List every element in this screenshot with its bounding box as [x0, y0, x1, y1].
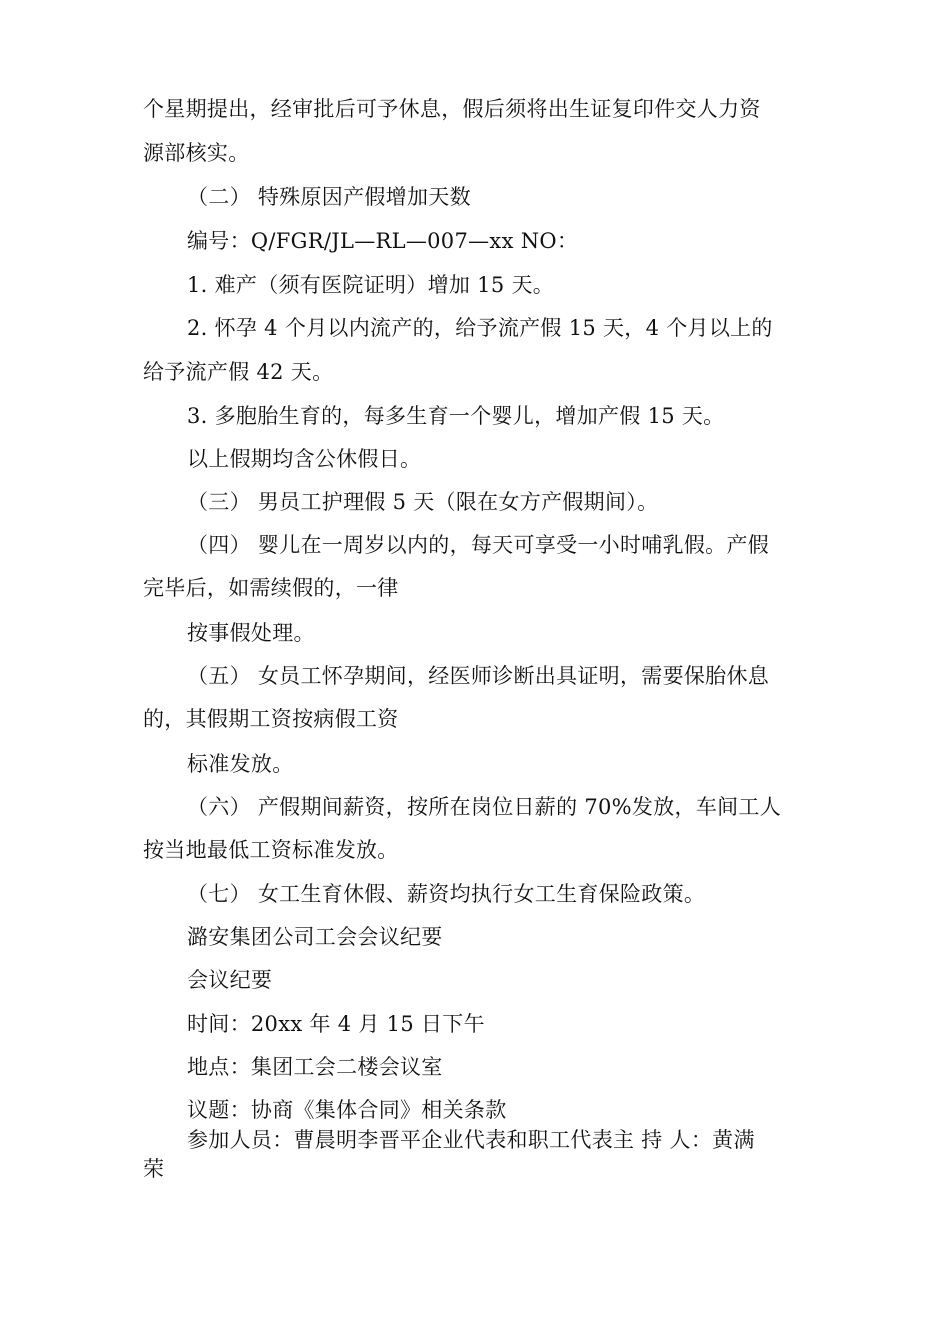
text-line: 个星期提出，经审批后可予休息，假后须将出生证复印件交人力资: [143, 97, 761, 121]
document-title: 潞安集团公司工会会议纪要: [187, 925, 443, 949]
section-paragraph: （七） 女工生育休假、薪资均执行女工生育保险政策。: [187, 882, 706, 906]
text-line: 给予流产假 42 天。: [143, 360, 334, 384]
document-code: 编号：Q/FGR/JL—RL—007—xx NO：: [187, 229, 579, 253]
text-line: 标准发放。: [187, 752, 294, 776]
meeting-location: 地点：集团工会二楼会议室: [187, 1055, 443, 1079]
section-paragraph: （三） 男员工护理假 5 天（限在女方产假期间）。: [187, 490, 659, 514]
text-line: 荣: [143, 1157, 165, 1181]
section-paragraph: （五） 女员工怀孕期间，经医师诊断出具证明，需要保胎休息: [187, 664, 770, 688]
meeting-participants: 参加人员：曹晨明李晋平企业代表和职工代表主 持 人：黄满: [187, 1128, 755, 1152]
list-item: 2. 怀孕 4 个月以内流产的，给予流产假 15 天，4 个月以上的: [187, 316, 773, 340]
document-subtitle: 会议纪要: [187, 968, 273, 992]
section-paragraph: （四） 婴儿在一周岁以内的，每天可享受一小时哺乳假。产假: [187, 533, 770, 557]
text-line: 源部核实。: [143, 141, 250, 165]
text-line: 的，其假期工资按病假工资: [143, 707, 399, 731]
text-line: 完毕后，如需续假的，一律: [143, 576, 399, 600]
meeting-topic: 议题：协商《集体合同》相关条款: [187, 1098, 507, 1122]
text-line: 按当地最低工资标准发放。: [143, 838, 399, 862]
text-line: 以上假期均含公休假日。: [187, 447, 422, 471]
meeting-time: 时间：20xx 年 4 月 15 日下午: [187, 1012, 485, 1036]
list-item: 3. 多胞胎生育的，每多生育一个婴儿，增加产假 15 天。: [187, 404, 725, 428]
section-heading: （二） 特殊原因产假增加天数: [187, 185, 471, 209]
section-paragraph: （六） 产假期间薪资，按所在岗位日薪的 70%发放，车间工人: [187, 795, 782, 819]
text-line: 按事假处理。: [187, 621, 315, 645]
list-item: 1. 难产（须有医院证明）增加 15 天。: [187, 273, 555, 297]
